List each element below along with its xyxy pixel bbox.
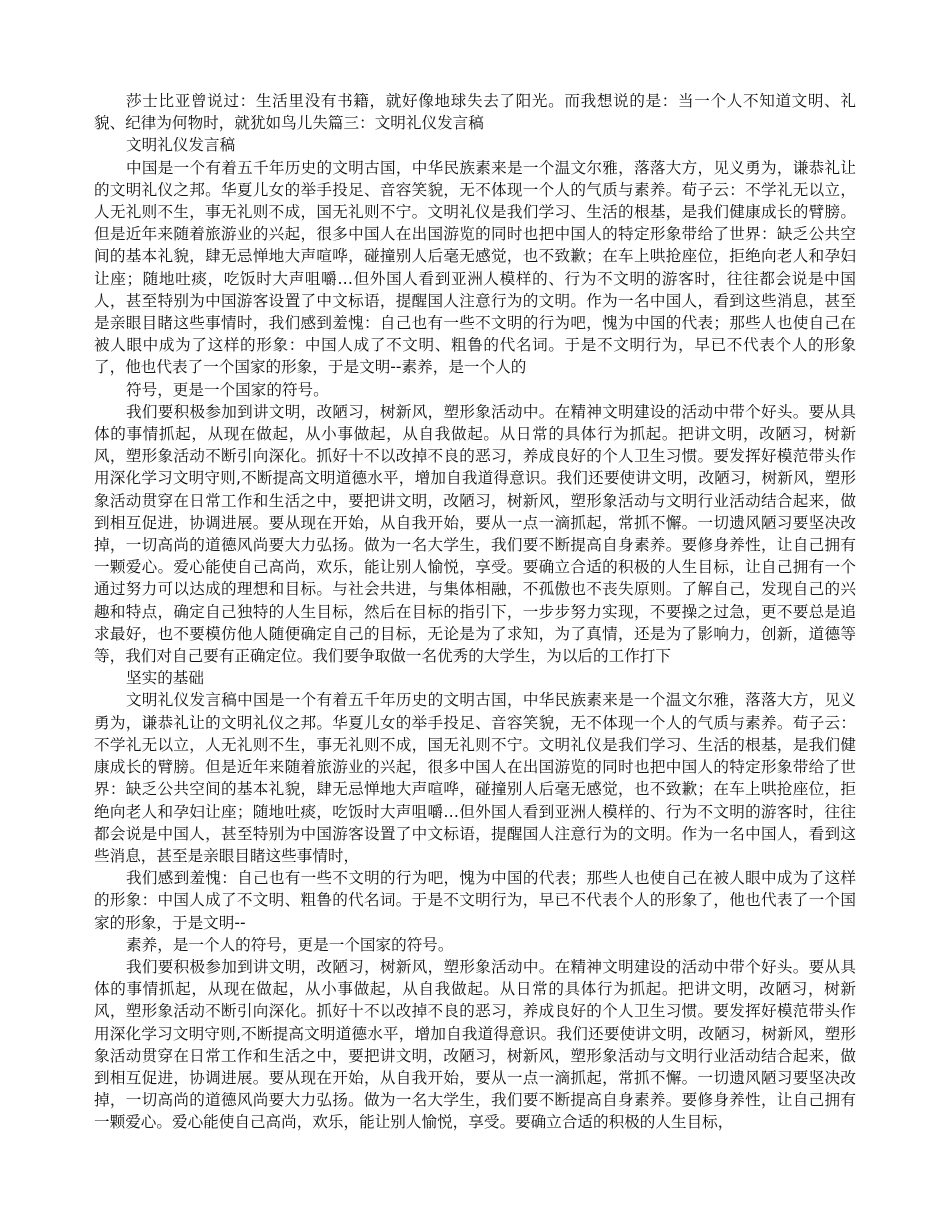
document-body (94, 90, 856, 1134)
paragraph: 符号，更是一个国家的符号。 (126, 380, 329, 399)
paragraph: 素养，是一个人的符号，更是一个国家的符号。 (126, 935, 454, 954)
paragraph: 莎士比亚曾说过：生活里没有书籍，就好像地球失去了阳光。而我想说的是：当一个人不知道文明、礼貌、纪律为何物时，就犹如鸟儿失篇三：文明礼仪发言稿 (94, 92, 856, 133)
paragraph: 我们感到羞愧：自己也有一些不文明的行为吧，愧为中国的代表；那些人也使自己在被人眼中成为了这样的形象：中国人成了不文明、粗鲁的代名词。于是不文明行为，早已不代表个人的形象了，他也代表了一个国家的形象，于是文明-- (94, 869, 856, 932)
paragraph: 中国是一个有着五千年历史的文明古国，中华民族素来是一个温文尔雅，落落大方，见义勇为，谦恭礼让的文明礼仪之邦。华夏儿女的举手投足、音容笑貌，无不体现一个人的气质与素养。荀子云：不学礼无以立，人无礼则不生，事无礼则不成，国无礼则不宁。文明礼仪是我们学习、生活的根基，是我们健康成长的臂膀。但是近年来随着旅游业的兴起，很多中国人在出国游览的同时也把中国人的特定形象带给了世界：缺乏公共空间的基本礼貌，肆无忌惮地大声喧哗，碰撞别人后毫无感觉，也不致歉；在车上哄抢座位，拒绝向老人和孕妇让座；随地吐痰，吃饭时大声咀嚼…但外国人看到亚洲人模样的、行为不文明的游客时，往往都会说是中国人，甚至特别为中国游客设置了中文标语，提醒国人注意行为的文明。作为一名中国人，看到这些消息，甚至是亲眼目睹这些事情时，我们感到羞愧：自己也有一些不文明的行为吧，愧为中国的代表；那些人也使自己在被人眼中成为了这样的形象：中国人成了不文明、粗鲁的代名词。于是不文明行为，早已不代表个人的形象了，他也代表了一个国家的形象，于是文明--素养，是一个人的 (94, 158, 856, 377)
paragraph: 我们要积极参加到讲文明，改陋习，树新风，塑形象活动中。在精神文明建设的活动中带个好头。要从具体的事情抓起，从现在做起，从小事做起，从自我做起。从日常的具体行为抓起。把讲文明，改陋习，树新风，塑形象活动不断引向深化。抓好十不以改掉不良的恶习，养成良好的个人卫生习惯。要发挥好模范带头作用深化学习文明守则,不断提高文明道德水平，增加自我道得意识。我们还要使讲文明，改陋习，树新风，塑形象活动贯穿在日常工作和生活之中，要把讲文明，改陋习，树新风，塑形象活动与文明行业活动结合起来，做到相互促进，协调进展。要从现在开始，从自我开始，要从一点一滴抓起，常抓不懈。一切遗风陋习要坚决改掉，一切高尚的道德风尚要大力弘扬。做为一名大学生，我们要不断提高自身素养。要修身养性，让自己拥有一颗爱心。爱心能使自己高尚，欢乐，能让别人愉悦，享受。要确立合适的积极的人生目标， (94, 957, 856, 1132)
heading-line: 文明礼仪发言稿 (126, 136, 236, 155)
paragraph: 坚实的基础 (126, 669, 204, 688)
paragraph: 文明礼仪发言稿中国是一个有着五千年历史的文明古国，中华民族素来是一个温文尔雅，落落大方，见义勇为，谦恭礼让的文明礼仪之邦。华夏儿女的举手投足、音容笑貌，无不体现一个人的气质与素养。荀子云：不学礼无以立，人无礼则不生，事无礼则不成，国无礼则不宁。文明礼仪是我们学习、生活的根基，是我们健康成长的臂膀。但是近年来随着旅游业的兴起，很多中国人在出国游览的同时也把中国人的特定形象带给了世界：缺乏公共空间的基本礼貌，肆无忌惮地大声喧哗，碰撞别人后毫无感觉，也不致歉；在车上哄抢座位，拒绝向老人和孕妇让座；随地吐痰，吃饭时大声咀嚼…但外国人看到亚洲人模样的、行为不文明的游客时，往往都会说是中国人，甚至特别为中国游客设置了中文标语，提醒国人注意行为的文明。作为一名中国人，看到这些消息，甚至是亲眼目睹这些事情时， (94, 691, 856, 865)
paragraph: 我们要积极参加到讲文明，改陋习，树新风，塑形象活动中。在精神文明建设的活动中带个好头。要从具体的事情抓起，从现在做起，从小事做起，从自我做起。从日常的具体行为抓起。把讲文明，改陋习，树新风，塑形象活动不断引向深化。抓好十不以改掉不良的恶习，养成良好的个人卫生习惯。要发挥好模范带头作用深化学习文明守则,不断提高文明道德水平，增加自我道得意识。我们还要使讲文明，改陋习，树新风，塑形象活动贯穿在日常工作和生活之中，要把讲文明，改陋习，树新风，塑形象活动与文明行业活动结合起来，做到相互促进，协调进展。要从现在开始，从自我开始，要从一点一滴抓起，常抓不懈。一切遗风陋习要坚决改掉，一切高尚的道德风尚要大力弘扬。做为一名大学生，我们要不断提高自身素养。要修身养性，让自己拥有一颗爱心。爱心能使自己高尚，欢乐，能让别人愉悦，享受。要确立合适的积极的人生目标，让自己拥有一个通过努力可以达成的理想和目标。与社会共进，与集体相融，不孤傲也不丧失原则。了解自己，发现自己的兴趣和特点，确定自己独特的人生目标，然后在目标的指引下，一步步努力实现，不要操之过急，更不要总是追求最好，也不要模仿他人随便确定自己的目标，无论是为了求知，为了真情，还是为了影响力，创新，道德等等，我们对自己要有正确定位。我们要争取做一名优秀的大学生，为以后的工作打下 (94, 402, 856, 666)
